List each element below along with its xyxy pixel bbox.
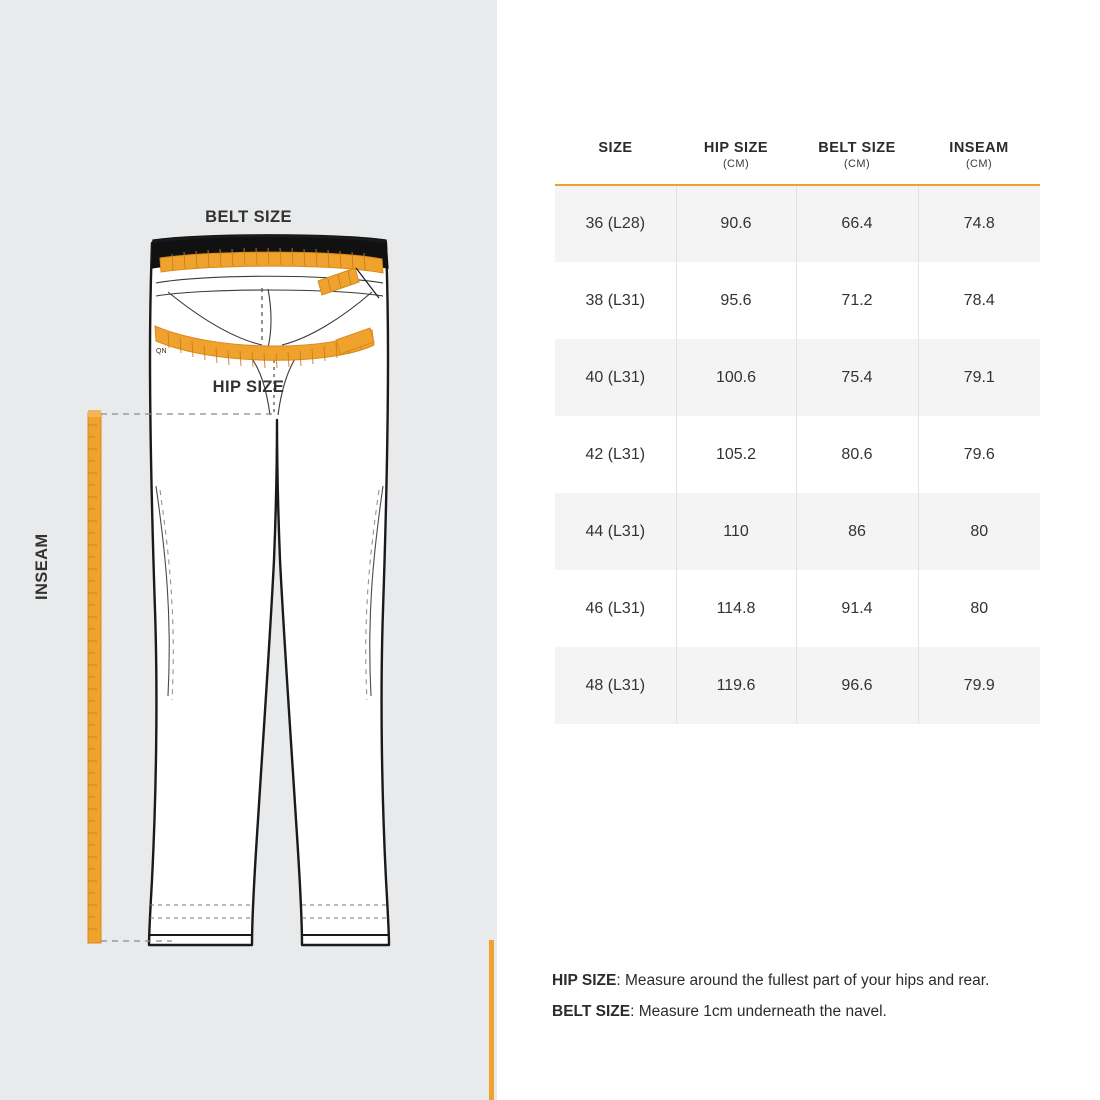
note-hip-size xyxy=(552,965,1072,996)
cell-inseam: 74.8 xyxy=(918,185,1040,262)
cell-belt: 66.4 xyxy=(796,185,918,262)
cell-size: 38 (L31) xyxy=(555,262,676,339)
cell-size: 42 (L31) xyxy=(555,416,676,493)
cell-hip: 110 xyxy=(676,493,796,570)
inseam-callout-label: INSEAM xyxy=(33,533,51,600)
cell-size: 36 (L28) xyxy=(555,185,676,262)
cell-hip: 90.6 xyxy=(676,185,796,262)
table-row xyxy=(555,647,1040,724)
cell-belt: 96.6 xyxy=(796,647,918,724)
accent-divider-bar xyxy=(489,940,494,1100)
table-row xyxy=(555,262,1040,339)
column-header-belt xyxy=(796,140,918,185)
note-hip-size-text: : Measure around the fullest part of your hips and rear. xyxy=(616,972,990,989)
cell-hip: 105.2 xyxy=(676,416,796,493)
cell-inseam: 80 xyxy=(970,599,989,617)
belt-size-callout-label: BELT SIZE xyxy=(205,208,292,226)
measurement-notes xyxy=(552,965,1072,1027)
cell-hip: 119.6 xyxy=(676,647,796,724)
cell-size: 46 (L31) xyxy=(555,570,676,647)
cell-size: 40 (L31) xyxy=(555,339,676,416)
cell-belt: 80.6 xyxy=(796,416,918,493)
cell-size: 48 (L31) xyxy=(555,647,676,724)
tape-brand-mark: QN xyxy=(156,348,167,355)
measurements-panel xyxy=(497,0,1100,1100)
note-belt-size-text: : Measure 1cm underneath the navel. xyxy=(630,1003,887,1020)
cell-inseam: 78.4 xyxy=(963,291,995,309)
cell-belt: 71.2 xyxy=(796,262,918,339)
cell-inseam: 79.1 xyxy=(918,339,1040,416)
note-belt-size xyxy=(552,996,1072,1027)
cell-hip: 95.6 xyxy=(676,262,796,339)
table-row xyxy=(555,570,1040,647)
cell-hip: 114.8 xyxy=(676,570,796,647)
column-header-belt-unit: (CM) xyxy=(843,158,871,170)
column-header-inseam-unit: (CM) xyxy=(965,158,993,170)
trousers-diagram xyxy=(0,0,497,1100)
column-header-inseam xyxy=(918,140,1040,185)
cell-inseam: 80 xyxy=(918,493,1040,570)
column-header-hip xyxy=(676,140,796,185)
column-header-belt-label: BELT SIZE xyxy=(818,140,896,156)
column-header-hip-label: HIP SIZE xyxy=(703,140,769,156)
table-row xyxy=(555,416,1040,493)
column-header-size xyxy=(555,140,676,185)
note-hip-size-term: HIP SIZE xyxy=(552,972,617,989)
cell-belt: 91.4 xyxy=(796,570,918,647)
table-header-row xyxy=(555,140,1040,185)
hip-size-callout-label: HIP SIZE xyxy=(212,378,285,396)
size-table xyxy=(555,140,1040,724)
note-belt-size-term: BELT SIZE xyxy=(552,1003,631,1020)
cell-inseam: 79.6 xyxy=(963,445,995,463)
cell-inseam: 79.9 xyxy=(918,647,1040,724)
table-row xyxy=(555,339,1040,416)
table-row xyxy=(555,493,1040,570)
cell-size: 44 (L31) xyxy=(555,493,676,570)
table-row xyxy=(555,185,1040,262)
cell-belt: 75.4 xyxy=(796,339,918,416)
cell-hip: 100.6 xyxy=(676,339,796,416)
size-table-wrapper xyxy=(555,140,1040,724)
cell-belt: 86 xyxy=(796,493,918,570)
illustration-panel xyxy=(0,0,497,1100)
column-header-size-label: SIZE xyxy=(598,140,633,156)
column-header-hip-unit: (CM) xyxy=(722,158,750,170)
column-header-inseam-label: INSEAM xyxy=(949,140,1009,156)
